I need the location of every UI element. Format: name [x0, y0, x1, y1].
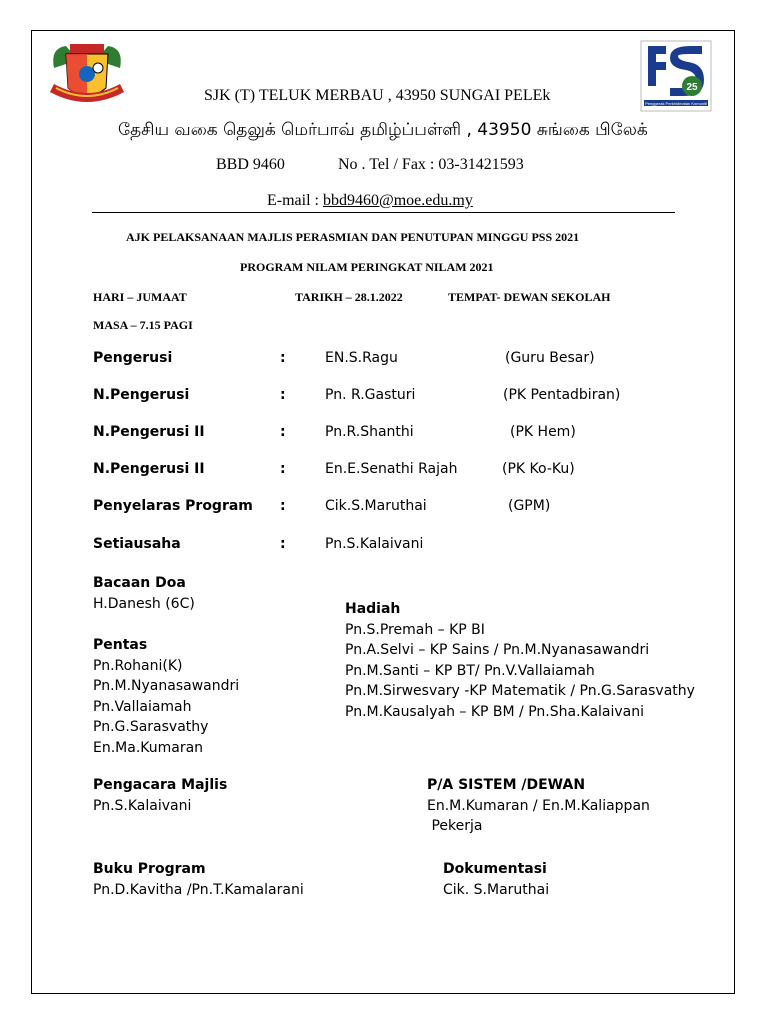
committee-role: N.Pengerusi [93, 387, 190, 403]
section-title: Pentas [93, 637, 148, 653]
school-name: SJK (T) TELUK MERBAU , 43950 SUNGAI PELEk [204, 87, 551, 104]
section-hadiah [345, 599, 695, 723]
list-item: En.M.Kumaran / En.M.Kaliappan [427, 797, 650, 814]
anniversary-logo [640, 40, 712, 112]
document-title: AJK PELAKSANAAN MAJLIS PERASMIAN DAN PENUTUPAN MINGGU PSS 2021 [126, 230, 580, 244]
school-code: BBD 9460 [216, 156, 285, 173]
email-label: E-mail : [267, 192, 319, 209]
list-item: Pn.G.Sarasvathy [93, 719, 209, 736]
committee-position: (GPM) [508, 498, 551, 514]
committee-position: (Guru Besar) [505, 350, 595, 366]
list-item: Pn.S.Premah – KP BI [345, 621, 485, 638]
committee-name: Pn. R.Gasturi [325, 387, 416, 403]
committee-role: N.Pengerusi II [93, 424, 205, 440]
committee-name: Cik.S.Maruthai [325, 498, 427, 514]
list-item: Pekerja [427, 818, 483, 835]
section-pa-sistem [427, 775, 650, 837]
list-item: Cik. S.Maruthai [443, 881, 550, 898]
list-item: Pn.S.Kalaivani [93, 797, 192, 814]
event-date: TARIKH – 28.1.2022 [295, 290, 403, 304]
email-line [267, 192, 473, 210]
section-title: P/A SISTEM /DEWAN [427, 777, 586, 793]
section-title: Buku Program [93, 861, 206, 877]
section-pentas [93, 635, 239, 759]
committee-colon: : [280, 536, 286, 552]
event-day: HARI – JUMAAT [93, 290, 187, 304]
list-item: Pn.M.Nyanasawandri [93, 678, 240, 695]
committee-name: Pn.S.Kalaivani [325, 536, 424, 552]
list-item: Pn.D.Kavitha /Pn.T.Kamalarani [93, 881, 304, 898]
list-item: H.Danesh (6C) [93, 595, 195, 612]
school-name-tamil: தேசிய வகை தெலுக் மெர்பாவ் தமிழ்ப்பள்ளி , 43950 சுங்கை பிலேக் [118, 120, 648, 140]
event-time: MASA – 7.15 PAGI [93, 318, 193, 332]
committee-colon: : [280, 461, 286, 477]
committee-name: En.E.Senathi Rajah [325, 461, 458, 477]
header-divider [92, 212, 675, 213]
committee-colon: : [280, 350, 286, 366]
anniversary-number: 25 [686, 82, 698, 93]
section-bacaan-doa [93, 573, 195, 614]
committee-position: (PK Hem) [510, 424, 576, 440]
committee-position: (PK Pentadbiran) [503, 387, 621, 403]
list-item: Pn.M.Santi – KP BT/ Pn.V.Vallaiamah [345, 662, 595, 679]
committee-position: (PK Ko-Ku) [502, 461, 575, 477]
section-buku-program [93, 859, 304, 900]
section-title: Bacaan Doa [93, 575, 186, 591]
committee-role: N.Pengerusi II [93, 461, 205, 477]
list-item: Pn.Vallaiamah [93, 698, 192, 715]
committee-role: Pengerusi [93, 350, 173, 366]
list-item: Pn.M.Sirwesvary -KP Matematik / Pn.G.Sarasvathy [345, 683, 695, 700]
section-pengacara-majlis [93, 775, 227, 816]
section-dokumentasi [443, 859, 549, 900]
committee-name: EN.S.Ragu [325, 350, 398, 366]
list-item: En.Ma.Kumaran [93, 739, 204, 756]
school-phone: No . Tel / Fax : 03-31421593 [338, 156, 524, 173]
school-crest-logo [46, 38, 128, 112]
committee-colon: : [280, 498, 286, 514]
committee-name: Pn.R.Shanthi [325, 424, 414, 440]
document-subtitle: PROGRAM NILAM PERINGKAT NILAM 2021 [240, 260, 494, 274]
section-title: Hadiah [345, 601, 401, 617]
section-title: Dokumentasi [443, 861, 547, 877]
section-title: Pengacara Majlis [93, 777, 228, 793]
logo-caption: Penggerak Perkhidmatan Komuniti [645, 101, 707, 106]
committee-colon: : [280, 387, 286, 403]
email-link[interactable]: bbd9460@moe.edu.my [322, 192, 473, 209]
committee-colon: : [280, 424, 286, 440]
list-item: Pn.A.Selvi – KP Sains / Pn.M.Nyanasawandri [345, 642, 650, 659]
list-item: Pn.Rohani(K) [93, 657, 183, 674]
event-place: TEMPAT- DEWAN SEKOLAH [448, 290, 611, 304]
committee-role: Penyelaras Program [93, 498, 253, 514]
list-item: Pn.M.Kausalyah – KP BM / Pn.Sha.Kalaivani [345, 703, 645, 720]
committee-role: Setiausaha [93, 536, 181, 552]
